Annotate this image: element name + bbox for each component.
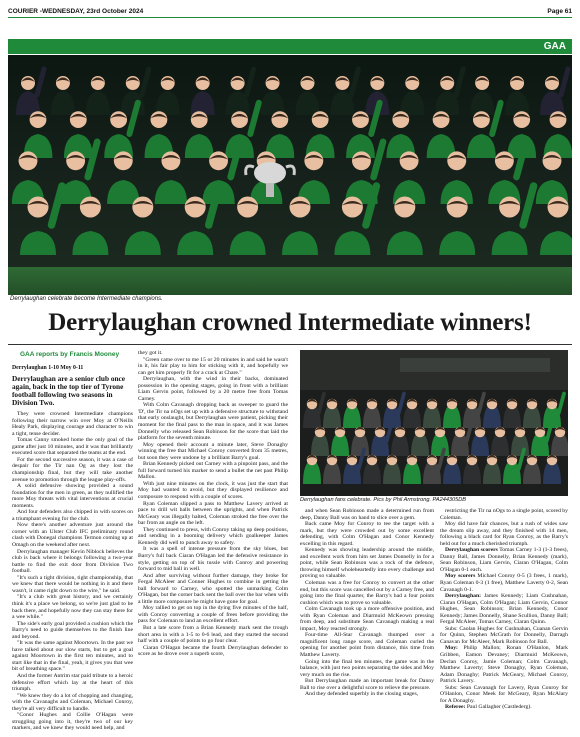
masthead-rule bbox=[8, 17, 572, 18]
paragraph: Moy: Philip Mallon; Ronan O'Hanlon, Mark Gribben, Eamon Devaney; Diarmuid McKeown, Declan Conroy, Jamie Coleman; Colm Cavanagh, Matthew Laverty; Steve Donaghy, Ryan Coleman, Adam Donaghy; Patrick McGeary, Michael Conroy, Patrick Lavery. bbox=[440, 645, 568, 685]
player-head bbox=[30, 111, 47, 128]
player-head bbox=[352, 151, 371, 170]
paragraph: restricting the Tir na nOgs to a single point, scored by Coleman. bbox=[440, 508, 568, 521]
player-head bbox=[447, 197, 468, 218]
player-head bbox=[447, 151, 466, 170]
section-label: GAA bbox=[543, 41, 566, 52]
article-column-2 bbox=[138, 350, 288, 658]
paragraph: "Conor Hughes and Collie O'Hagan were struggling going into it, they're two of our key markers, and we knew they would need help, and bbox=[12, 712, 133, 732]
fans-photo-caption: Derrylaughan fans celebrate. Pics by Phil Armstrong. PA244305DB bbox=[300, 497, 467, 503]
player-head bbox=[550, 111, 567, 128]
paragraph: Moy opened their account a minute later, Steve Donaghy winning the free that Michael Conroy converted from 35 metres, but soon they were undone by a brilliant Barry's goal. bbox=[138, 441, 288, 461]
paragraph: But a late score from a Brian Kennedy mark sent the trough short area in with a 1-5 to 0-6 lead, and they started the second half with a couple of points to go four clear. bbox=[138, 624, 288, 645]
fans-photo bbox=[300, 350, 568, 496]
paragraph: Brian Kennedy picked out Carney with a pinpoint pass, and the full forward turned his marker to send a bullet the net past Philip Mallon. bbox=[138, 461, 288, 481]
paragraph: Derrylaughan manager Kevin Niblock believes the club is back where it belongs following a two-year battle to find the exit door from Division Two football. bbox=[12, 548, 133, 575]
column-1-body bbox=[12, 411, 133, 732]
paragraph: "Green came over to me 15 or 20 minutes in and said he wasn't in it, his fair play to him for sticking with it, and hopefully we can get him properly fit for a crack at Chare." bbox=[138, 356, 288, 376]
column-3-body bbox=[300, 508, 434, 698]
paragraph: "It's a club with great history, and we certainly think it's a place we belong, so we're just glad to be back there, and hopefully now they can stay there for a wee while." bbox=[12, 594, 133, 621]
player-head bbox=[342, 197, 363, 218]
team-celebration-photo bbox=[8, 55, 572, 295]
paragraph: The side's early goal provided a cushion which the Barry's need to guide themselves to the finish line and beyond. bbox=[12, 620, 133, 640]
paragraph: "It's such a tight division, tight championship, that we knew that there would be nothing in it and there wasn't, it came right down to the wire," he said. bbox=[12, 574, 133, 594]
paragraph: Ryan Coleman slipped a pass to Matthew Lavery arrived at pace to drill wit balls between the uprights, and when Patrick McGeary was illegally halted, Coleman stroked the free over the bar from an angle on the left. bbox=[138, 500, 288, 527]
player-head bbox=[151, 111, 168, 128]
player-head bbox=[499, 197, 520, 218]
player-head bbox=[290, 197, 311, 218]
paragraph: they got it. bbox=[138, 350, 163, 356]
headline-rule bbox=[8, 344, 572, 345]
player-head bbox=[352, 111, 369, 128]
column-2-body bbox=[138, 350, 288, 658]
paragraph: It was a spell of intense pressure from the sky blues, but Barry's full back Ciaran O'Hagan led the defensive resistance in style, getting on top of his tussle with Conroy and powering forward to mid ball in well. bbox=[138, 546, 288, 573]
player-head bbox=[161, 151, 180, 170]
paragraph-lead: Derrylaughan scorers bbox=[445, 547, 498, 554]
paragraph: Kennedy was showing leadership around the middle, and excellent work from him set James Donnelly in for a point, while Sean Robinson was a rock of the defence, throwing himself wholeheartedly into every challenge and proving so valuable. bbox=[300, 547, 434, 580]
player-head bbox=[132, 197, 153, 218]
paragraph: For the second successive season, it was a case of despair for the Tir nan Og as they lost the championship final, but they will take another avenue to promotion through the league play-offs. bbox=[12, 456, 133, 483]
player-head bbox=[237, 197, 258, 218]
paragraph: With Colm Cavanagh dropping back as sweeper to guard the 'D', the Tir na nOgs set up with a defensive structure to withstand that early onslaught, but Derrylaughan were patient, picking their moment for the final pass to the man in space, and it was James Donnelly who released Sean Robinson for the score that laid the platform for the seventh minute. bbox=[138, 402, 288, 442]
article-column-4 bbox=[440, 508, 568, 711]
masthead-left: COURIER -WEDNESDAY, 23rd October 2024 bbox=[8, 7, 144, 15]
paragraph: They were crowned Intermediate champions following their narrow win over Moy at O'Neills Healy Park, displaying courage and character to win a tight, tense decider. bbox=[12, 411, 133, 437]
paragraph: But Derrylaughan made an important break for Danny Ball to rise over a delightful score to relieve the pressure. bbox=[300, 678, 434, 691]
paragraph: Moy scorers Michael Conroy 0-5 (3 frees, 1 mark), Ryan Coleman 0-3 (1 free), Matthew Laverty 0-2, Sean Cavanagh 0-1. bbox=[440, 573, 568, 593]
article-column-3 bbox=[300, 508, 434, 698]
paragraph: Subs: Sean Cavanagh for Lavery, Ryan Conroy for O'Hanlon, Conor Meek for McGeary, Ryan McAlary for A Donaghy. bbox=[440, 684, 568, 704]
paragraph: And after surviving without further damage, they broke for Fergal McAleer and Conner Hughes to combine in getting the ball forward to Carney, who spotted the unmarking Colm O'Hagan, but the corner back sent the ball over the bar when with a little more composure he might have gone for goal. bbox=[138, 572, 288, 605]
player-head bbox=[312, 111, 329, 128]
paragraph: Derrylaughan, with the wind in their backs, dominated possession in the opening stages, going in front with a brilliant Liam Gervin point, followed by a 20 metre free from Tomas Carney. bbox=[138, 376, 288, 402]
player-head bbox=[28, 197, 49, 218]
player-head bbox=[19, 151, 38, 170]
paragraph-lead: Derrylaughan: bbox=[445, 593, 482, 600]
paragraph-lead: Moy: bbox=[445, 645, 458, 652]
player-head bbox=[433, 111, 450, 128]
match-score: Derrylaughan 1-10 Moy 0-11 bbox=[12, 364, 84, 371]
main-photo-caption: Derrylaughan celebrate become Intermediate champions. bbox=[10, 296, 163, 302]
paragraph-lead: Referee: bbox=[445, 704, 466, 711]
paragraph: Derrylaughan scorers Tomas Carney 1-3 (1-3 frees), Danny Ball, James Donnelly, Brian Kennedy (mark), Sean Robinson, Liam Gervin, Ciaran O'Hagan, Colm O'Hagan 0-1 each. bbox=[440, 547, 569, 573]
paragraph: A solid defensive showing provided a sound foundation for the men in green, as they nullified the more Moy threats with vital interventions at crucial moments. bbox=[12, 483, 133, 509]
column-4-body bbox=[440, 508, 568, 711]
paragraph: Derrylaughan: James Kennedy; Liam Cushnahan, Ciaran O'Hagan, Colm O'Hagan; Liam Gervin, Connor Hughes, Sean Robinson; Brian Kennedy, Conor Kennedy; James Donnelly, Shane Scullion, Danny Ball; Fergal McAleer, Tomas Carney, Ciaran Quinn. bbox=[440, 593, 568, 626]
headline: Derrylaughan crowned Intermediate winners! bbox=[48, 309, 532, 336]
paragraph: And they defended superbly in the closing stages, bbox=[305, 691, 419, 698]
player-head bbox=[114, 151, 133, 170]
player-head bbox=[66, 151, 85, 170]
player-head bbox=[543, 151, 562, 170]
player-head bbox=[209, 151, 228, 170]
paragraph: They continued to press, with Conroy taking up deep positions, and sending in a booming delivery which goalkeeper James Kennedy did well to punch away to safety. bbox=[138, 526, 288, 546]
paragraph: Moy rallied to get on top in the dying five minutes of the half, with Conroy converting a couple of frees before providing the pass for Coleman to land an excellent effort. bbox=[138, 605, 288, 625]
player-head bbox=[394, 197, 415, 218]
standfirst: Derrylaughan are a senior club once again, back in the top tier of Tyrone football following two seasons in Division Two. bbox=[12, 374, 126, 408]
player-head bbox=[304, 151, 323, 170]
paragraph: And the former Antrim star paid tribute to a heroic defensive effort which lay at the heart of this triumph. bbox=[12, 672, 133, 693]
player-head bbox=[400, 151, 419, 170]
paragraph: and when Sean Robinson made a determined run from deep, Danny Ball was on hand to slice over a gem. bbox=[300, 508, 434, 521]
masthead bbox=[8, 4, 572, 18]
player-head bbox=[191, 111, 208, 128]
paragraph: Tomas Canny smoked home the only goal of the game after just 10 minutes, and it was that brilliantly executed score that separated the teams at the end. bbox=[12, 437, 133, 457]
paragraph: And four defenders also chipped in with scores on a triumphant evening for the club. bbox=[12, 509, 133, 522]
player-head bbox=[473, 111, 490, 128]
paragraph: Going into the final ten minutes, the game was in the balance, with just two points separating the sides and Moy very much on the rise. bbox=[300, 658, 434, 678]
paragraph-lead: Moy scorers bbox=[445, 573, 476, 580]
paragraph: "It was the same against Moortown. In the past we have talked about our slow starts, but to get a goal against Moortown in the first ten minutes, and to start like that in the final, yeah, it gives you that wee bit of breathing space." bbox=[12, 640, 133, 673]
player-head bbox=[185, 197, 206, 218]
paragraph: Subs: Caolan Hughes for Cushnahan, Cuanan Gervin for Quinn, Stephen McGrath for Donnelly, Darragh Canavan for McAleer, Mark Robinson for Ball. bbox=[440, 625, 568, 645]
paragraph: Four-time All-Star Cavanagh thumped over a magnificent long range score, and Coleman curled the opening for another point from distance, this time from Matthew Laverty. bbox=[300, 632, 434, 659]
article-column-1 bbox=[12, 350, 133, 732]
player-head bbox=[513, 111, 530, 128]
paragraph: "We knew they do a lot of chopping and changing, with the Cavanaghs and Coleman, Michael Conroy, they're all very difficult to handle. bbox=[12, 692, 133, 712]
player-head bbox=[70, 111, 87, 128]
player-head bbox=[271, 111, 288, 128]
byline: GAA reports by Francis Mooney bbox=[20, 351, 120, 358]
paragraph: Coleman was a free for Conroy to convert at the other end, but this score was cancelled out by a Carney free, and going into the final quarter, the Barry's had a four points cushion which was to prove so valuable. bbox=[300, 580, 434, 606]
paragraph: Referee: Paul Gallagher (Castlederg). bbox=[445, 704, 532, 711]
paragraph: Moy did have fair chances, but a rush of wides saw the dream slip away, and they finished with 14 men, following a black card for Ryan Conroy, as the Barry's held out for a much cherished triumph. bbox=[440, 521, 568, 547]
player-head bbox=[392, 111, 409, 128]
paragraph: With just nine minutes on the clock, it was just the start that Moy had wanted to avoid, but they displayed resilience and composure to respond with a couple of scores. bbox=[138, 480, 288, 501]
player-head bbox=[495, 151, 514, 170]
player-head bbox=[80, 197, 101, 218]
paragraph: Colm Cavanagh took up a more offensive position, and with Ryan Coleman and Diarmuid McKeown pressing from deep, and substitute Sean Cavanagh making a real impact, Moy reacted strongly. bbox=[300, 606, 434, 632]
paragraph: Back came Moy for Conroy to tee the target with a mark, but they were crowded out by some excellent defending, with Colm O'Hagan and Conor Kennedy excelling in this regard. bbox=[300, 521, 434, 547]
page-number: Page 61 bbox=[547, 7, 572, 15]
paragraph: Ciaran O'Hagan became the fourth Derrylaughan defender to score as he drove over a superb score, bbox=[138, 644, 288, 658]
section-band bbox=[8, 39, 572, 54]
player-head bbox=[548, 197, 569, 218]
paragraph: Now there's another adventure just around the corner with an Ulster Club IFC preliminary round clash with Donegal champions Termon coming up at Omagh on the weekend after next. bbox=[12, 522, 133, 549]
player-head bbox=[110, 111, 127, 128]
player-head bbox=[231, 111, 248, 128]
